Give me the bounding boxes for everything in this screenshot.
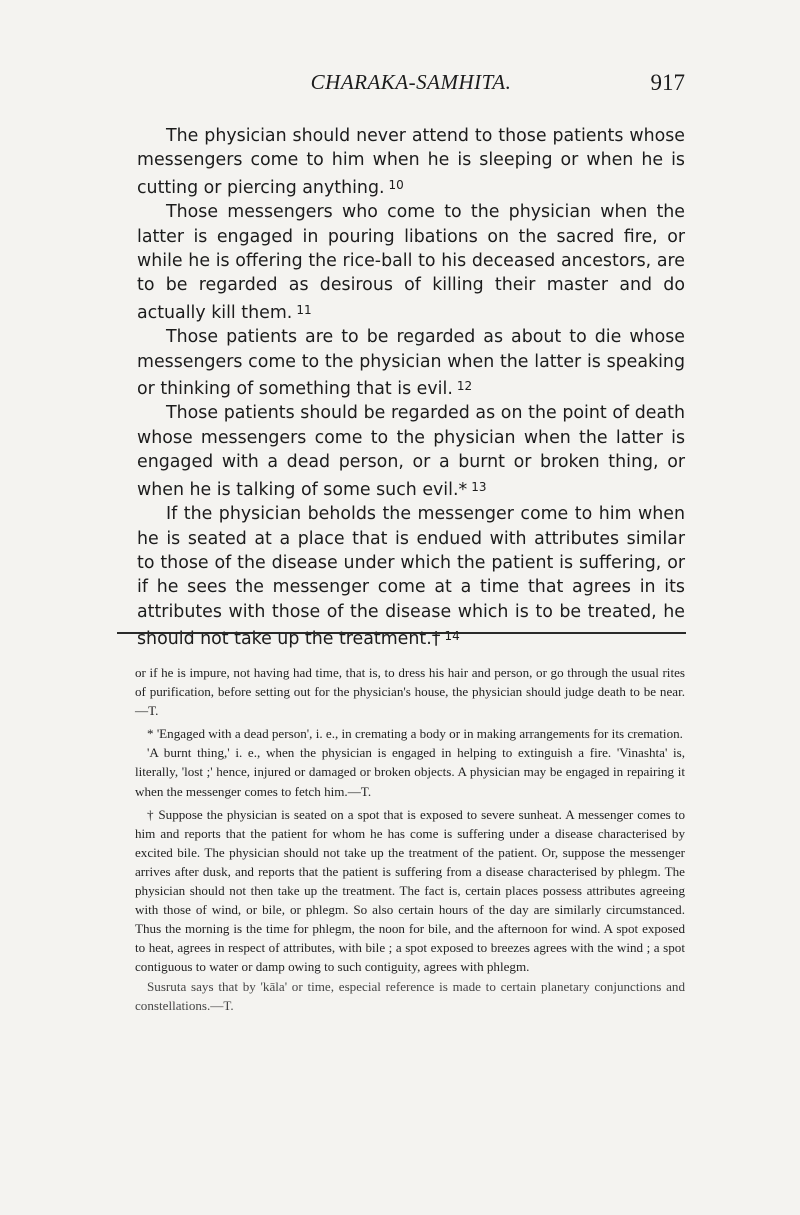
page-number: 917 xyxy=(650,70,685,95)
page-header xyxy=(137,70,685,104)
verse-number: 14 xyxy=(444,629,460,644)
paragraph-text: If the physician beholds the messenger come to him when he is seated at a place that is endued with attributes similar to those of the disease under which the patient is suffering, or if he sees the messenger come at a time that agrees in its attributes with those of the disease which is to be treated, he should not take up the treatment.† xyxy=(137,504,685,650)
main-text xyxy=(137,124,685,652)
footnote-continuation: or if he is impure, not having had time, that is, to dress his hair and person, or go through the usual rites of purification, before setting out for the physician's house, the physician should judge death to be near.—T. xyxy=(135,665,685,719)
paragraph-verse-13 xyxy=(137,401,685,502)
footnote-burnt-thing: 'A burnt thing,' i. e., when the physician is engaged in helping to extinguish a fire. 'Vinashta' is, literally, 'lost ;' hence, injured or damaged or broken objects. A physician may be engaged in repairing it when the messenger comes to fetch him.—T. xyxy=(135,745,685,799)
paragraph-verse-14 xyxy=(137,502,685,651)
verse-number: 11 xyxy=(296,302,312,317)
verse-number: 13 xyxy=(471,479,487,494)
footnote-dagger: † Suppose the physician is seated on a spot that is exposed to severe sunheat. A messenger comes to him and reports that the patient for whom he has come is suffering under a disease characterised by excited bile. The physician should not take up the treatment of the patient. Or, suppose the messenger arrives after dusk, and reports that the patient is suffering from a disease characterised by phlegm. The physician should not then take up the treatment. The fact is, certain places possess attributes agreeing with those of wind, or bile, or phlegm. So also certain hours of the day are similarly circumstanced. Thus the morning is the time for phlegm, the noon for bile, and the afternoon for wind. A spot exposed to heat, agrees in respect of attributes, with bile ; a spot exposed to breezes agrees with the wind ; a spot contiguous to water or damp owing to such contiguity, agrees with phlegm. xyxy=(135,806,685,975)
footnote-star: * 'Engaged with a dead person', i. e., in cremating a body or in making arrangements for its cremation. xyxy=(147,726,683,742)
paragraph-text: Those patients are to be regarded as about to die whose messengers come to the physician when the latter is speaking or thinking of something that is evil. xyxy=(137,327,685,400)
paragraph-verse-11 xyxy=(137,200,685,325)
footnote-divider xyxy=(117,632,686,634)
paragraph-text: Those patients should be regarded as on the point of death whose messengers come to the physician when the latter is engaged with a dead person, or a burnt or broken thing, or when he is talking of some such evil.* xyxy=(137,403,685,500)
paragraph-verse-10 xyxy=(137,124,685,200)
paragraph-text: The physician should never attend to those patients whose messengers come to him when he is sleeping or when he is cutting or piercing anything. xyxy=(137,126,685,198)
footnote-susruta: Susruta says that by 'kāla' or time, especial reference is made to certain planetary conjunctions and constellations.—T. xyxy=(135,978,685,1013)
paragraph-verse-12 xyxy=(137,325,685,401)
running-title: CHARAKA-SAMHITA. xyxy=(310,70,512,94)
verse-number: 12 xyxy=(456,379,473,394)
footnotes xyxy=(135,663,685,1019)
paragraph-text: Those messengers who come to the physician when the latter is engaged in pouring libations on the sacred fire, or while he is offering the rice-ball to his deceased ancestors, are to be regarded as desirous of killing their master and do actually kill them. xyxy=(137,202,685,323)
verse-number: 10 xyxy=(388,177,404,192)
